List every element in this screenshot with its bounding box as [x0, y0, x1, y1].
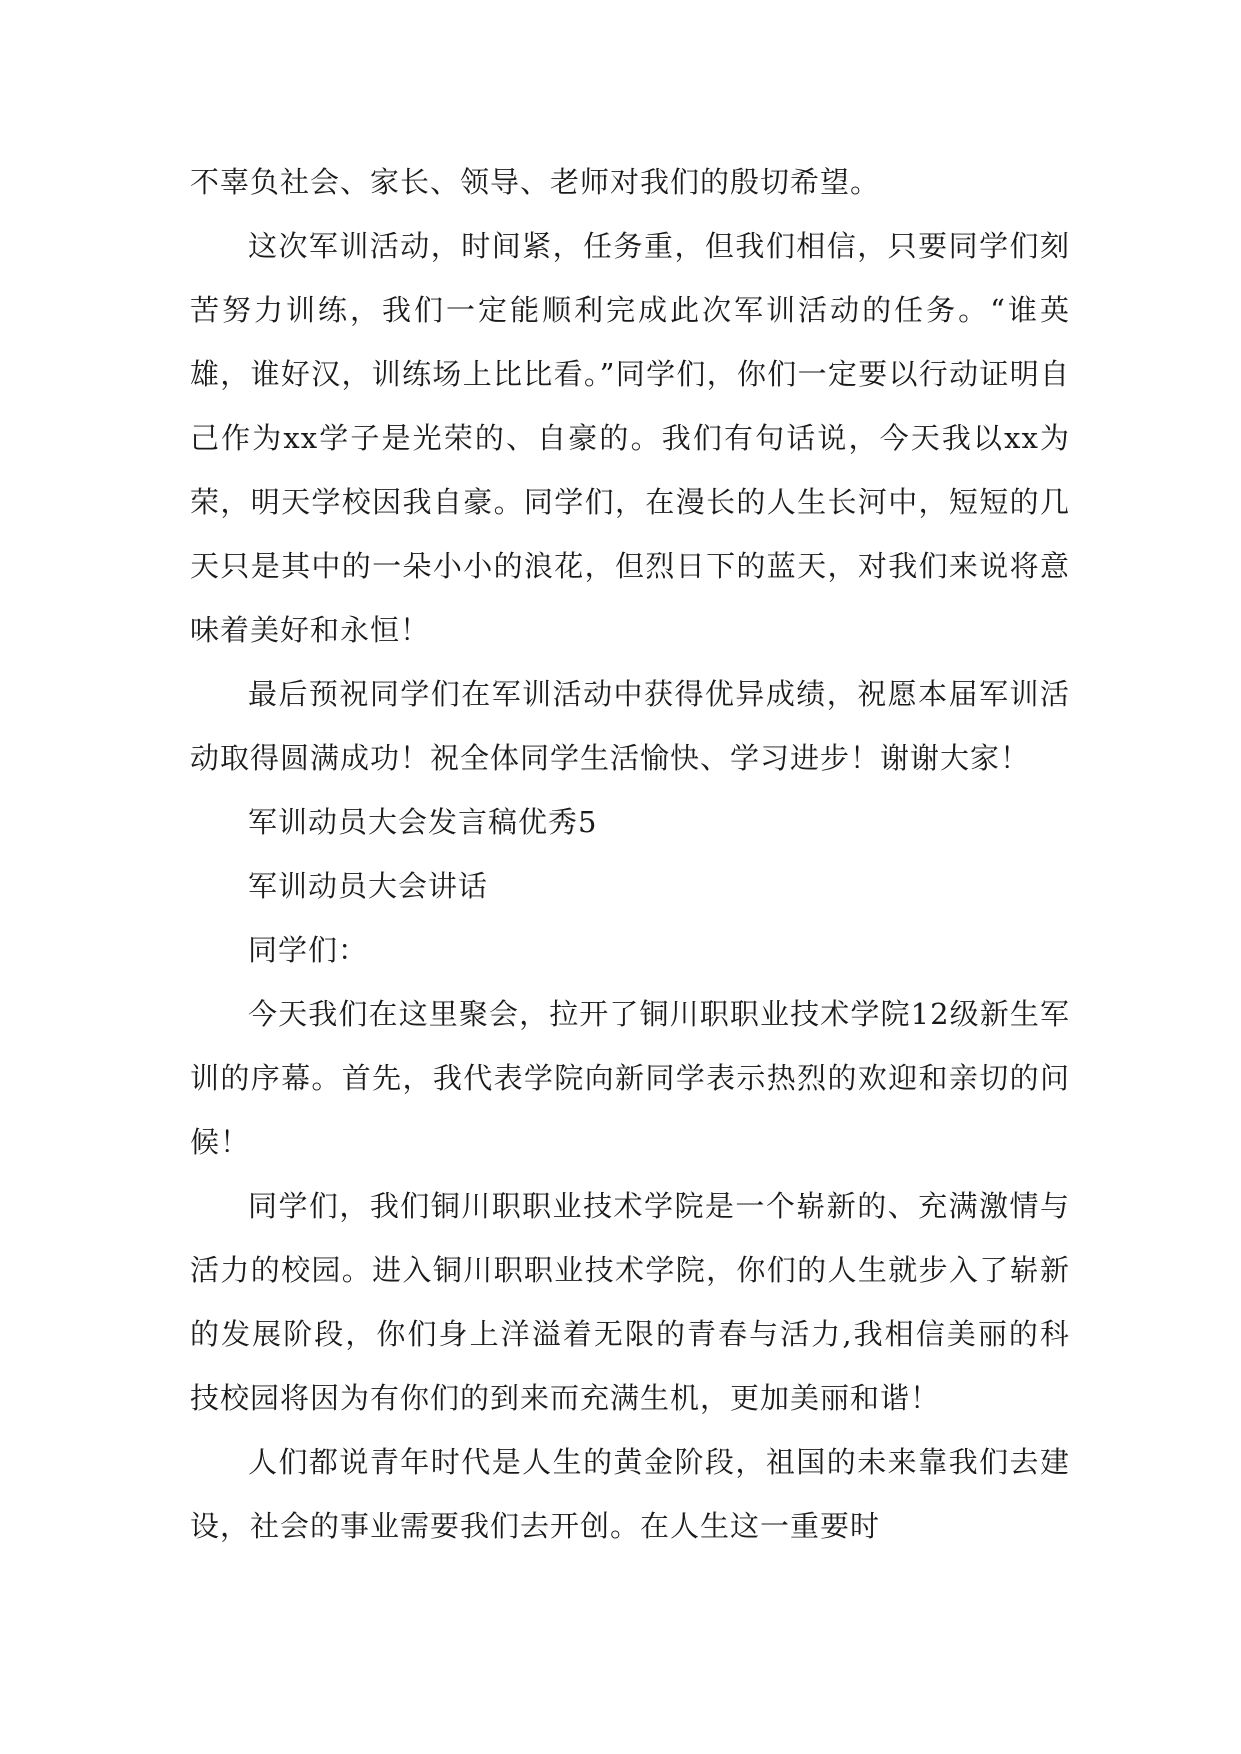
paragraph-youth: 人们都说青年时代是人生的黄金阶段，祖国的未来靠我们去建设，社会的事业需要我们去开创。在人生这一重要时	[190, 1445, 1070, 1543]
section-heading: 军训动员大会发言稿优秀5	[248, 805, 598, 839]
document-body	[190, 150, 1070, 1558]
speech-title: 军训动员大会讲话	[248, 869, 489, 903]
salutation: 同学们：	[248, 933, 369, 967]
paragraph-training-task: 这次军训活动，时间紧，任务重，但我们相信，只要同学们刻苦努力训练，我们一定能顺利完成此次军训活动的任务。“谁英雄，谁好汉，训练场上比比看。”同学们，你们一定要以行动证明自己作为xx学子是光荣的、自豪的。我们有句话说，今天我以xx为荣，明天学校因我自豪。同学们，在漫长的人生长河中，短短的几天只是其中的一朵小小的浪花，但烈日下的蓝天，对我们来说将意味着美好和永恒！	[190, 229, 1070, 647]
paragraph-continuation: 不辜负社会、家长、领导、老师对我们的殷切希望。	[190, 165, 881, 199]
paragraph-campus: 同学们，我们铜川职职业技术学院是一个崭新的、充满激情与活力的校园。进入铜川职职业技术学院，你们的人生就步入了崭新的发展阶段，你们身上洋溢着无限的青春与活力,我相信美丽的科技校园将因为有你们的到来而充满生机，更加美丽和谐！	[190, 1189, 1070, 1415]
paragraph-closing-wishes: 最后预祝同学们在军训活动中获得优异成绩，祝愿本届军训活动取得圆满成功！祝全体同学生活愉快、学习进步！谢谢大家！	[190, 677, 1070, 775]
paragraph-welcome: 今天我们在这里聚会，拉开了铜川职职业技术学院12级新生军训的序幕。首先，我代表学院向新同学表示热烈的欢迎和亲切的问候！	[190, 997, 1070, 1159]
